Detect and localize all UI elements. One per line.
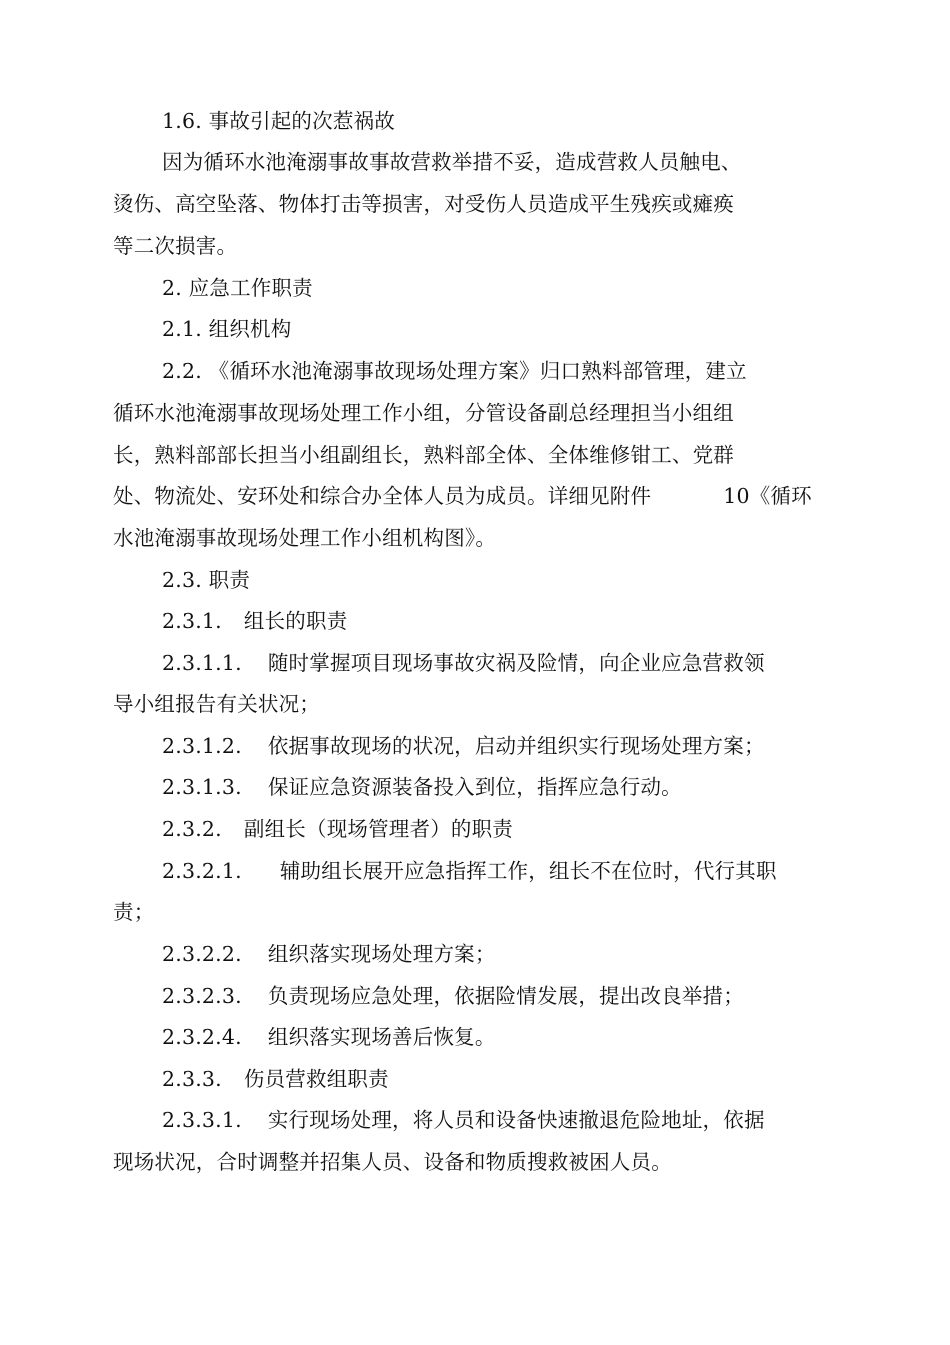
paragraph-line: 责； xyxy=(113,900,155,924)
paragraph-line: 循环水池淹溺事故现场处理工作小组，分管设备副总经理担当小组组 xyxy=(113,401,734,425)
section-heading-2-3: 2.3. 职责 xyxy=(162,568,251,592)
clause-line xyxy=(162,982,744,1010)
clause-number: 2.3.3.1. xyxy=(162,1108,242,1132)
paragraph-line xyxy=(113,482,812,510)
section-number: 2.3.3. xyxy=(162,1067,222,1091)
clause-text: 依据事故现场的状况，启动并组织实行现场处理方案； xyxy=(267,734,765,758)
clause-line xyxy=(162,649,765,677)
section-heading-2-1: 2.1. 组织机构 xyxy=(162,317,292,341)
clause-number: 2.3.2.1. xyxy=(162,859,242,883)
paragraph-line: 现场状况，合时调整并招集人员、设备和物质搜救被困人员。 xyxy=(113,1150,672,1174)
section-title: 副组长（现场管理者）的职责 xyxy=(243,817,513,841)
clause-number: 2.3.1.1. xyxy=(162,651,242,675)
clause-number: 2.3.1.2. xyxy=(162,734,242,758)
appendix-reference: 10《循环 xyxy=(723,484,812,508)
section-title: 组长的职责 xyxy=(243,609,348,633)
clause-line xyxy=(162,773,682,801)
paragraph-line: 水池淹溺事故现场处理工作小组机构图》。 xyxy=(113,526,497,550)
section-heading-1-6: 1.6. 事故引起的次惹祸故 xyxy=(162,109,395,133)
clause-line xyxy=(162,1106,765,1134)
section-heading-2-3-1 xyxy=(162,607,347,635)
paragraph-text: 处、物流处、安环处和综合办全体人员为成员。详细见附件 xyxy=(113,484,652,508)
clause-number: 2.3.2.3. xyxy=(162,984,242,1008)
clause-number: 2.3.2.4. xyxy=(162,1025,242,1049)
clause-text: 实行现场处理，将人员和设备快速撤退危险地址，依据 xyxy=(267,1108,765,1132)
clause-number: 2.3.1.3. xyxy=(162,775,242,799)
clause-line xyxy=(162,1023,496,1051)
paragraph-line: 烫伤、高空坠落、物体打击等损害，对受伤人员造成平生残疾或瘫痪 xyxy=(113,192,734,216)
clause-text: 辅助组长展开应急指挥工作，组长不在位时，代行其职 xyxy=(279,859,777,883)
section-heading-2: 2. 应急工作职责 xyxy=(162,276,313,300)
section-title: 伤员营救组职责 xyxy=(243,1067,389,1091)
paragraph-line: 长，熟料部部长担当小组副组长，熟料部全体、全体维修钳工、党群 xyxy=(113,443,734,467)
clause-text: 组织落实现场善后恢复。 xyxy=(267,1025,496,1049)
paragraph-line: 因为循环水池淹溺事故事故营救举措不妥，造成营救人员触电、 xyxy=(162,150,742,174)
paragraph-line: 2.2. 《循环水池淹溺事故现场处理方案》归口熟料部管理，建立 xyxy=(162,359,747,383)
clause-line xyxy=(162,940,496,968)
section-heading-2-3-3 xyxy=(162,1065,389,1093)
clause-line xyxy=(162,857,777,885)
section-number: 2.3.1. xyxy=(162,609,222,633)
clause-number: 2.3.2.2. xyxy=(162,942,242,966)
section-heading-2-3-2 xyxy=(162,815,513,843)
section-number: 2.3.2. xyxy=(162,817,222,841)
paragraph-line: 等二次损害。 xyxy=(113,234,238,258)
clause-text: 负责现场应急处理，依据险情发展，提出改良举措； xyxy=(267,984,744,1008)
clause-text: 随时掌握项目现场事故灾祸及险情，向企业应急营救领 xyxy=(267,651,765,675)
clause-text: 组织落实现场处理方案； xyxy=(267,942,496,966)
paragraph-line: 导小组报告有关状况； xyxy=(113,692,320,716)
clause-line xyxy=(162,732,765,760)
clause-text: 保证应急资源装备投入到位，指挥应急行动。 xyxy=(267,775,682,799)
